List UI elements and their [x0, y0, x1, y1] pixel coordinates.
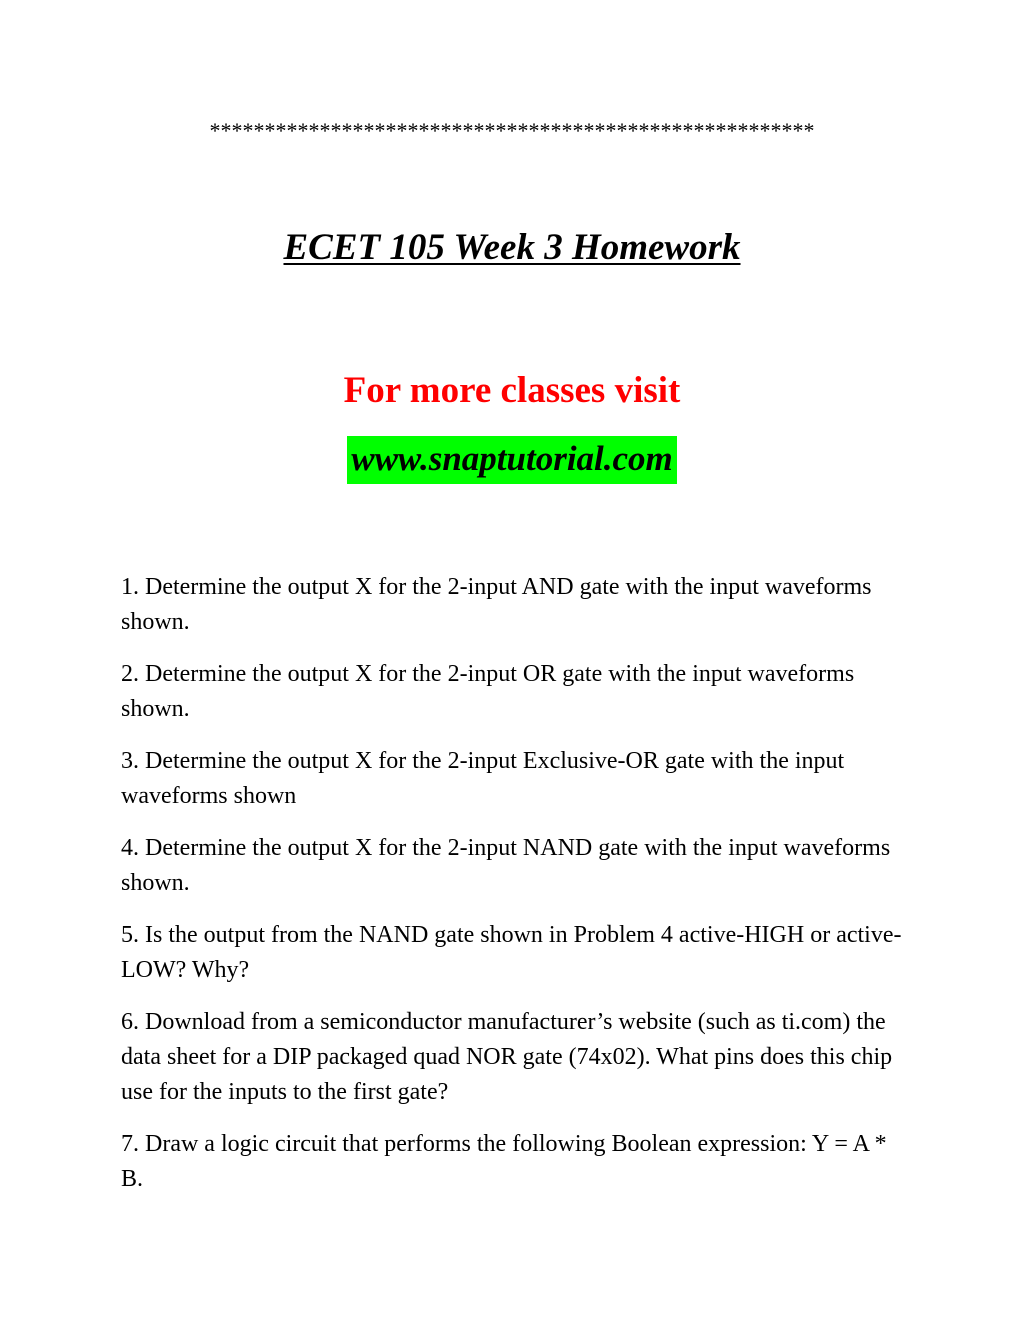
page-title: ECET 105 Week 3 Homework — [283, 227, 741, 268]
promo-link[interactable]: www.snaptutorial.com — [347, 436, 677, 484]
question-item: 3. Determine the output X for the 2-input Exclusive-OR gate with the input waveforms shown — [121, 748, 845, 809]
promo-text: For more classes visit — [343, 370, 681, 411]
question-item: 1. Determine the output X for the 2-input AND gate with the input waveforms shown. — [121, 574, 872, 635]
question-item: 4. Determine the output X for the 2-input NAND gate with the input waveforms shown. — [121, 835, 891, 896]
separator-line: ******************************************************* — [209, 118, 815, 143]
question-item: 7. Draw a logic circuit that performs the following Boolean expression: Y = A * B. — [121, 1131, 887, 1192]
question-item: 5. Is the output from the NAND gate shown in Problem 4 active-HIGH or active-LOW? Why? — [121, 922, 902, 983]
question-list — [121, 570, 911, 1214]
promo-link-container — [0, 436, 1024, 484]
question-item: 2. Determine the output X for the 2-input OR gate with the input waveforms shown. — [121, 661, 855, 722]
question-item: 6. Download from a semiconductor manufacturer’s website (such as ti.com) the data sheet for a DIP packaged quad NOR gate (74x02). What pins does this chip use for the inputs to the first gate? — [121, 1009, 893, 1105]
